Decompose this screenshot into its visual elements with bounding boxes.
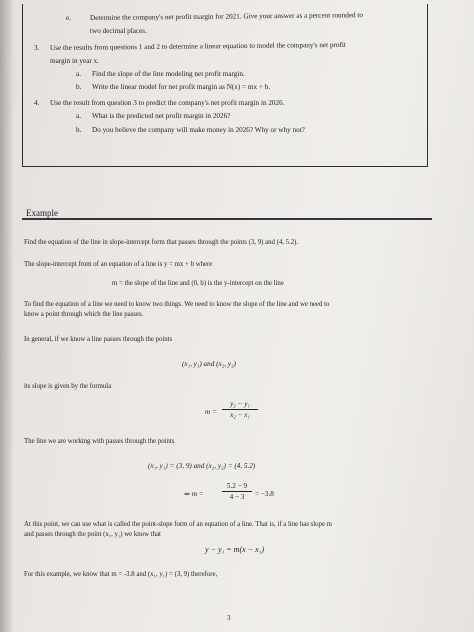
q3a-label: a.	[76, 70, 81, 78]
point-slope-formula: y − y₁ = m(x − x₁)	[205, 545, 265, 554]
general-points-intro: In general, if we know a line passes through the points	[24, 336, 173, 343]
item-e-text: Determine the company's net profit margin for 2021. Give your answer as a percent rounded to	[89, 11, 364, 22]
q4b-text: Do you believe the company will make money in 2026? Why or why not?	[92, 126, 305, 134]
example-divider	[22, 218, 432, 220]
item-e-label: e.	[66, 14, 71, 22]
given-points-intro: The line we are working with passes through the points	[24, 438, 175, 445]
fraction-bar	[222, 491, 252, 492]
slope-intercept-intro: The slope-intercept from of an equation of a line is y = mx + b where	[24, 261, 213, 268]
point-slope-line-1: At this point, we can use what is called the point-slope form of an equation of a line. That is, if a line has slope m	[24, 521, 332, 528]
calc-prefix: ⇒ m =	[184, 490, 204, 498]
q3-label: 3.	[34, 44, 40, 52]
page-shadow	[0, 0, 14, 632]
general-points: (x₁, y₁) and (x₂, y₂)	[182, 360, 236, 368]
page-number: 3	[227, 614, 231, 622]
slope-formula-numerator: y₂ − y₁	[230, 400, 250, 408]
q4-label: 4.	[34, 99, 40, 107]
example-heading: Example	[26, 208, 58, 218]
q3b-text: Write the linear model for net profit margin as N(x) = mx + b.	[92, 83, 271, 91]
example-intro: Find the equation of the line in slope-intercept form that passes through the points (3, 9) and (4, 5.2).	[24, 239, 299, 246]
two-things-line-2: know a point through which the line passes.	[24, 311, 144, 318]
slope-intercept-definition: m = the slope of the line and (0, b) is the y-intercept on the line	[112, 280, 284, 287]
q4a-label: a.	[76, 112, 81, 120]
point-slope-line-2: and passes through the point (x₁, y₁) we know that	[24, 531, 161, 538]
q4a-text: What is the predicted net profit margin in 2026?	[92, 112, 231, 120]
slope-formula-m: m =	[205, 408, 217, 416]
calc-result: = −3.8	[255, 490, 274, 498]
two-things-line-1: To find the equation of a line we need to know two things. We need to know the slope of the line and we need to	[24, 301, 330, 308]
q4b-label: b.	[76, 126, 82, 134]
item-e-text-2: two decimal places.	[90, 27, 147, 35]
calc-denominator: 4 − 3	[229, 493, 245, 501]
slope-formula-denominator: x₂ − x₁	[230, 411, 250, 419]
q4-text: Use the result from question 3 to predict the company's net profit margin in 2026.	[50, 99, 285, 107]
q3-text-2: margin in year x.	[50, 57, 99, 65]
fraction-bar	[222, 409, 258, 410]
slope-formula-intro: its slope is given by the formula	[24, 383, 112, 390]
given-points: (x₁, y₁) = (3, 9) and (x₂, y₂) = (4, 5.2)	[148, 462, 256, 470]
q3a-text: Find the slope of the line modeling net profit margin.	[92, 70, 245, 78]
calc-fraction	[222, 482, 252, 501]
calc-numerator: 5.2 − 9	[226, 482, 248, 490]
example-conclusion: For this example, we know that m = -3.8 and (x₁, y₁) = (3, 9) therefore,	[24, 571, 218, 578]
slope-formula-fraction	[222, 400, 258, 419]
q3-text: Use the results from questions 1 and 2 to determine a linear equation to model the company's net profit	[49, 40, 346, 52]
q3b-label: b.	[76, 83, 82, 91]
